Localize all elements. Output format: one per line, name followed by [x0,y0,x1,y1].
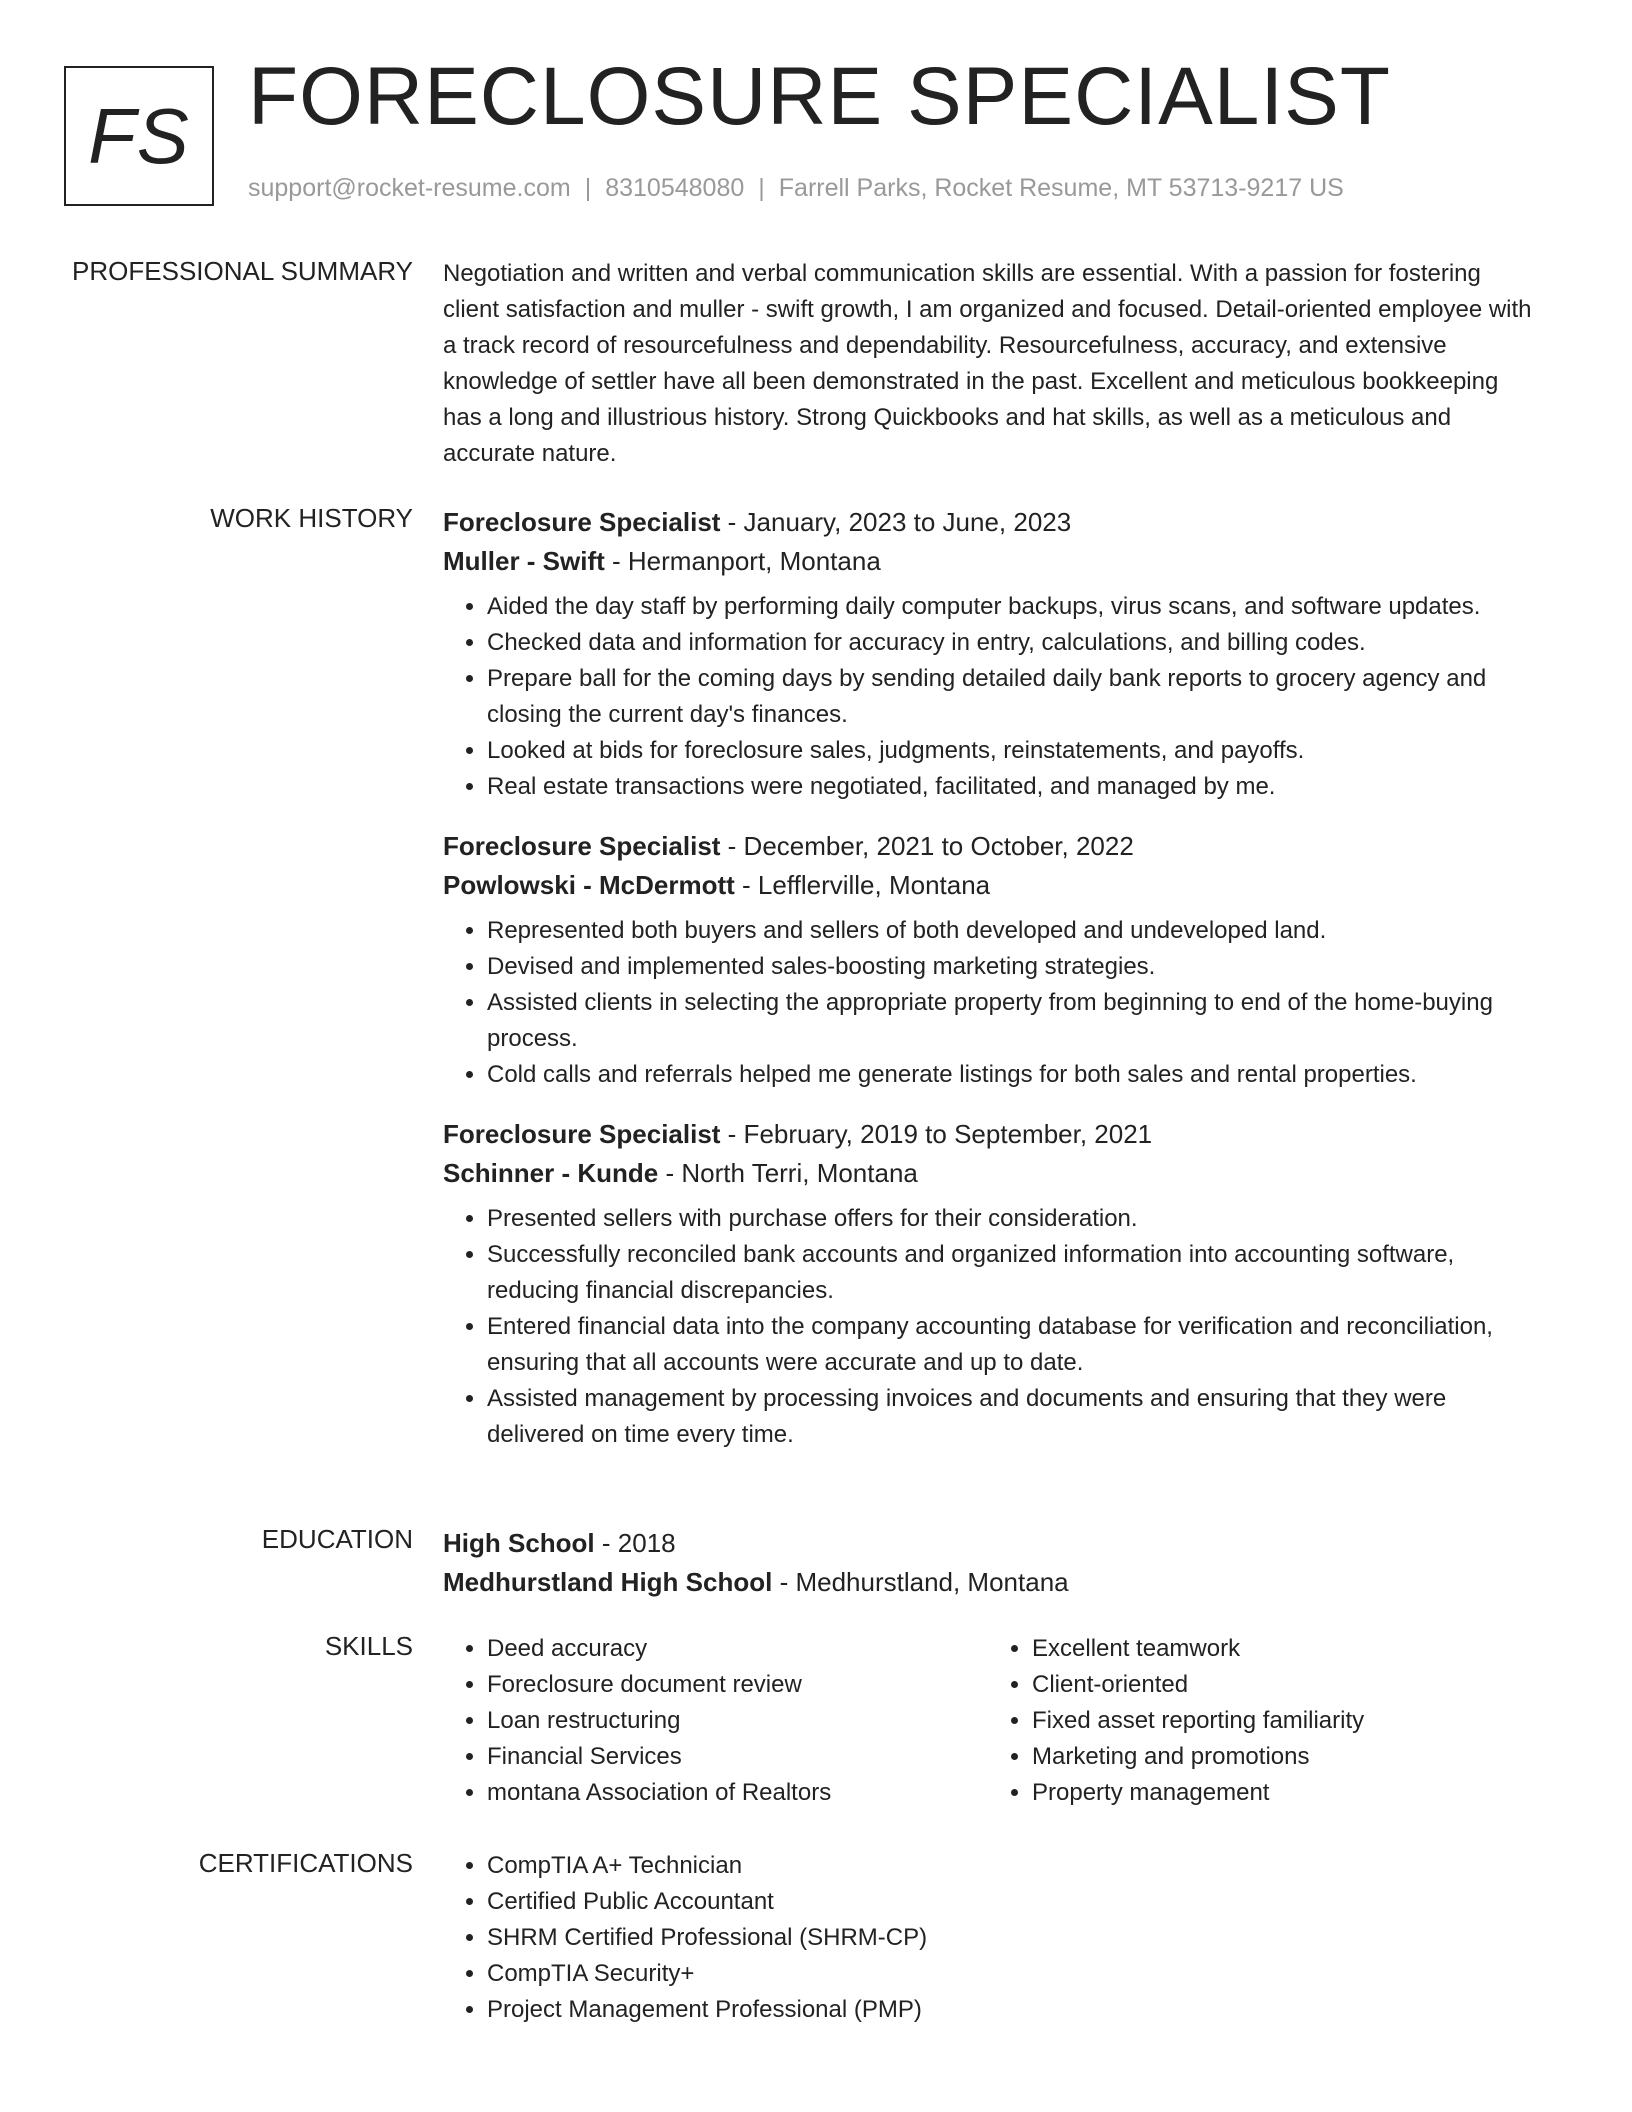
certification-item: • Certified Public Accountant [487,1884,1543,1920]
job-bullet: • Assisted clients in selecting the appropriate property from beginning to end of the home-buying process. [487,985,1543,1057]
job-location: - Hermanport, Montana [604,546,881,576]
skill-item: • Excellent teamwork [1032,1631,1533,1667]
job-bullet: • Checked data and information for accuracy in entry, calculations, and billing codes. [487,625,1543,661]
summary-text: Negotiation and written and verbal communication skills are essential. With a passion for fostering client satisfaction and muller - swift growth, I am organized and focused. Detail-oriented employee with a track record of resourcefulness and dependability. Resourcefulness, accuracy, and extensive knowledge of settler have all been demonstrated in the past. Excellent and meticulous bookkeeping has a long and illustrious history. Strong Quickbooks and hat skills, as well as a meticulous and accurate nature. [443,260,1532,467]
skills-bullets [988,1631,1533,1811]
education-entry [443,1524,1543,1602]
contact-email: support@rocket-resume.com [248,174,571,202]
skills-column-right [988,1631,1533,1811]
job-bullet: • Successfully reconciled bank accounts and organized information into accounting software, reducing financial discrepancies. [487,1237,1543,1309]
job-bullet: • Looked at bids for foreclosure sales, judgments, reinstatements, and payoffs. [487,733,1543,769]
job-bullets [443,913,1543,1093]
job-company: Schinner - Kunde [443,1158,659,1188]
job-bullet: • Devised and implemented sales-boosting marketing strategies. [487,949,1543,985]
skills-list [443,1631,1543,1811]
certifications-heading: CERTIFICATIONS [198,1848,413,1878]
job-location: - North Terri, Montana [658,1158,918,1188]
job-entry [443,827,1543,1093]
education-degree-line [443,1524,1543,1563]
job-title-line [443,827,1543,866]
certifications-list [443,1848,1543,2028]
job-dates: - December, 2021 to October, 2022 [720,831,1134,861]
contact-phone: 8310548080 [605,174,745,202]
job-company-line [443,1154,1543,1193]
contact-separator: | [758,174,765,202]
job-company: Powlowski - McDermott [443,870,735,900]
education-school: Medhurstland High School [443,1567,773,1597]
skill-item: • Financial Services [487,1739,988,1775]
contact-address: Farrell Parks, Rocket Resume, MT 53713-9217 US [778,174,1344,202]
contact-line [248,174,1344,203]
skill-item: • Fixed asset reporting familiarity [1032,1703,1533,1739]
certification-item: • SHRM Certified Professional (SHRM-CP) [487,1920,1543,1956]
job-bullet: • Assisted management by processing invoices and documents and ensuring that they were delivered on time every time. [487,1381,1543,1453]
job-bullet: • Entered financial data into the company accounting database for verification and reconciliation, ensuring that all accounts were accurate and up to date. [487,1309,1543,1381]
skill-item: • Property management [1032,1775,1533,1811]
skill-item: • Deed accuracy [487,1631,988,1667]
skills-bullets [443,1631,988,1811]
job-title: Foreclosure Specialist [443,1119,721,1149]
education-location: - Medhurstland, Montana [772,1567,1069,1597]
skill-item: • Foreclosure document review [487,1667,988,1703]
resume-name: FORECLOSURE SPECIALIST [248,51,1391,142]
job-entry [443,503,1543,805]
certifications-bullets [443,1848,1543,2028]
certification-item: • CompTIA Security+ [487,1956,1543,1992]
job-company-line [443,542,1543,581]
monogram-logo: FS [64,66,214,206]
job-title: Foreclosure Specialist [443,831,721,861]
job-bullets [443,1201,1543,1453]
skills-column-left [443,1631,988,1811]
education-degree: High School [443,1528,595,1558]
summary-heading: PROFESSIONAL SUMMARY [72,256,413,286]
skill-item: • montana Association of Realtors [487,1775,988,1811]
job-bullet: • Real estate transactions were negotiated, facilitated, and managed by me. [487,769,1543,805]
job-bullet: • Cold calls and referrals helped me generate listings for both sales and rental properties. [487,1057,1543,1093]
education-school-line [443,1563,1543,1602]
skill-item: • Client-oriented [1032,1667,1533,1703]
job-bullet: • Prepare ball for the coming days by sending detailed daily bank reports to grocery agency and closing the current day's finances. [487,661,1543,733]
job-location: - Lefflerville, Montana [734,870,991,900]
job-title-line [443,1115,1543,1154]
job-dates: - February, 2019 to September, 2021 [720,1119,1153,1149]
job-company-line [443,866,1543,905]
job-entry [443,1115,1543,1453]
contact-separator: | [584,174,592,202]
education-year: - 2018 [594,1528,676,1558]
job-title-line [443,503,1543,542]
certification-item: • Project Management Professional (PMP) [487,1992,1543,2028]
skill-item: • Marketing and promotions [1032,1739,1533,1775]
job-bullets [443,589,1543,805]
job-bullet: • Presented sellers with purchase offers for their consideration. [487,1201,1543,1237]
job-dates: - January, 2023 to June, 2023 [720,507,1072,537]
work-history-list [443,503,1543,1475]
job-company: Muller - Swift [443,546,605,576]
work-history-heading: WORK HISTORY [210,503,413,533]
education-heading: EDUCATION [261,1524,413,1554]
job-bullet: • Aided the day staff by performing daily computer backups, virus scans, and software updates. [487,589,1543,625]
job-bullet: • Represented both buyers and sellers of both developed and undeveloped land. [487,913,1543,949]
skills-heading: SKILLS [324,1631,413,1661]
skill-item: • Loan restructuring [487,1703,988,1739]
job-title: Foreclosure Specialist [443,507,721,537]
certification-item: • CompTIA A+ Technician [487,1848,1543,1884]
